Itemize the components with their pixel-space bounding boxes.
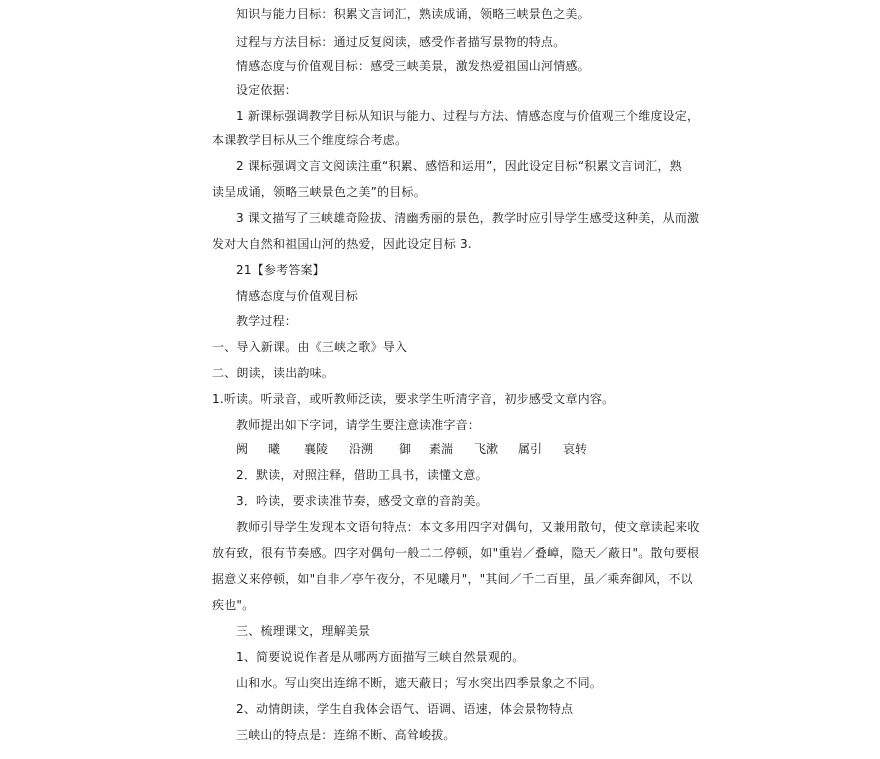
vocab-item: 素湍 — [429, 442, 454, 456]
features-line-4: 疾也"。 — [212, 598, 255, 612]
goal-emotion: 情感态度与价值观目标：感受三峡美景，激发热爱祖国山河情感。 — [236, 59, 590, 73]
basis-heading: 设定依据： — [236, 83, 298, 97]
step-2-chant: 3．吟读，要求读准节奏，感受文章的音韵美。 — [236, 494, 488, 508]
answer-heading: 21【参考答案】 — [236, 263, 325, 277]
vocab-item: 飞漱 — [474, 442, 499, 456]
step-2-silent: 2．默读，对照注释，借助工具书，读懂文意。 — [236, 468, 488, 482]
vocab-item: 沿溯 — [349, 442, 374, 456]
vocab-item: 襄陵 — [304, 442, 329, 456]
basis-2-line-1: 2 课标强调文言文阅读注重“积累、感悟和运用”，因此设定目标“积累文言词汇，熟 — [236, 159, 682, 173]
step-3-question-2: 2、动情朗读，学生自我体会语气、语调、语速，体会景物特点 — [236, 702, 574, 716]
basis-1-line-1: 1 新课标强调教学目标从知识与能力、过程与方法、情感态度与价值观三个维度设定， — [236, 109, 700, 123]
step-2-reading: 二、朗读，读出韵味。 — [212, 366, 335, 380]
process-heading: 教学过程： — [236, 314, 298, 328]
vocab-item: 曦 — [268, 442, 281, 456]
step-3-heading: 三、梳理课文，理解美景 — [236, 624, 371, 638]
step-3-answer-2: 三峡山的特点是：连绵不断、高耸峻拔。 — [236, 728, 456, 742]
answer-text: 情感态度与价值观目标 — [236, 289, 359, 303]
step-2-listen: 1.听读。听录音，或听教师泛读，要求学生听清字音，初步感受文章内容。 — [212, 392, 615, 406]
basis-3-line-2: 发对大自然和祖国山河的热爱，因此设定目标 3. — [212, 237, 472, 251]
features-line-1: 教师引导学生发现本文语句特点：本文多用四字对偶句，又兼用散句，使文章读起来收 — [236, 520, 700, 534]
basis-3-line-1: 3 课文描写了三峡雄奇险拔、清幽秀丽的景色，教学时应引导学生感受这种美，从而激 — [236, 211, 700, 225]
vocab-item: 哀转 — [563, 442, 588, 456]
step-1-intro: 一、导入新课。由《三峡之歌》导入 — [212, 340, 408, 354]
vocab-item: 属引 — [518, 442, 543, 456]
step-3-question-1: 1、简要说说作者是从哪两方面描写三峡自然景观的。 — [236, 650, 525, 664]
basis-2-line-2: 读呈成诵，领略三峡景色之美”的目标。 — [212, 185, 426, 199]
features-line-2: 放有致，很有节奏感。四字对偶句一般二二停顿，如"重岩／叠嶂，隐天／蔽日"。散句要根 — [212, 546, 700, 560]
vocab-item: 阙 — [236, 442, 249, 456]
basis-1-line-2: 本课教学目标从三个维度综合考虑。 — [212, 133, 408, 147]
goal-knowledge: 知识与能力目标：积累文言词汇，熟读成诵，领略三峡景色之美。 — [236, 7, 590, 21]
features-line-3: 据意义来停顿，如"自非／亭午夜分，不见曦月"，"其间／千二百里，虽／乘奔御风，不以 — [212, 572, 693, 586]
goal-process: 过程与方法目标：通过反复阅读，感受作者描写景物的特点。 — [236, 35, 566, 49]
step-3-answer-1: 山和水。写山突出连绵不断，遮天蔽日；写水突出四季景象之不同。 — [236, 676, 603, 690]
vocab-intro: 教师提出如下字词，请学生要注意读准字音： — [236, 418, 481, 432]
vocab-item: 御 — [399, 442, 412, 456]
